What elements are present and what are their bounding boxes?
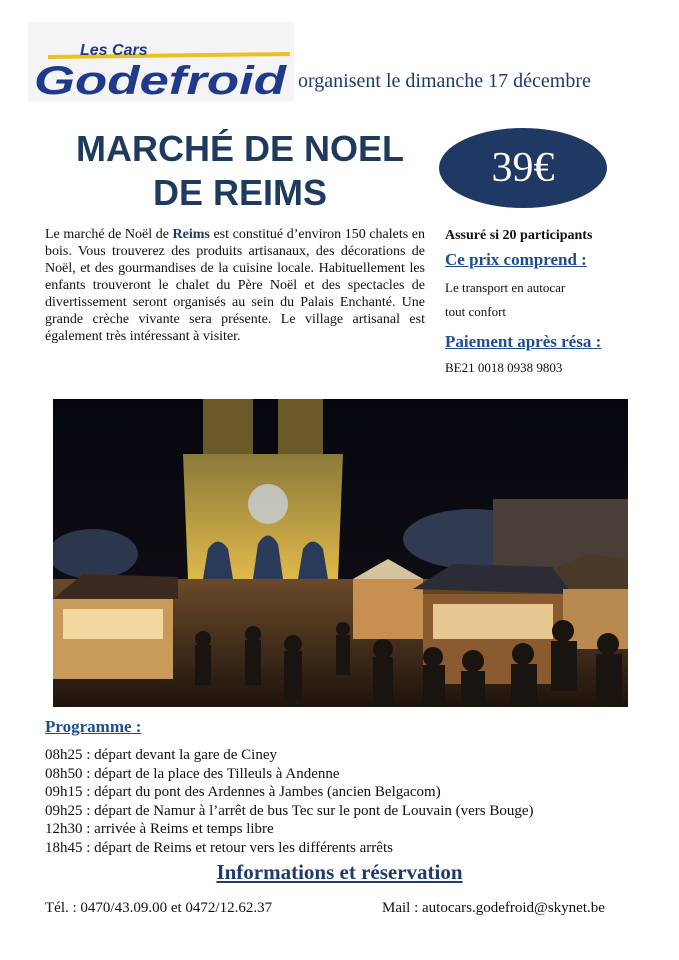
programme-list	[45, 746, 534, 857]
programme-item: 12h30 : arrivée à Reims et temps libre	[45, 821, 274, 837]
programme-item: 08h25 : départ devant la gare de Ciney	[45, 747, 278, 763]
christmas-market-photo	[53, 399, 628, 707]
price-info-column	[445, 228, 645, 376]
title-line1: MARCHÉ DE NOEL	[75, 128, 404, 169]
minimum-participants: Assuré si 20 participants	[445, 228, 593, 243]
info-heading: Informations et réservation	[216, 860, 463, 884]
programme-item: 18h45 : départ de Reims et retour vers les différents arrêts	[45, 839, 393, 856]
title-line2: DE REIMS	[152, 172, 328, 213]
price-badge	[439, 128, 607, 208]
company-logo	[28, 22, 294, 102]
programme-item: 09h15 : départ du pont des Ardennes à Jambes (ancien Belgacom)	[45, 784, 441, 800]
price-value: 39€	[491, 145, 555, 191]
email-address: Mail : autocars.godefroid@skynet.be	[382, 900, 605, 916]
programme-item: 09h25 : départ de Namur à l’arrêt de bus Tec sur le pont de Louvain (vers Bouge)	[45, 802, 534, 819]
event-date-subtitle: organisent le dimanche 17 décembre	[298, 70, 591, 92]
payment-heading: Paiement après résa :	[445, 332, 602, 351]
page-title	[40, 127, 440, 215]
logo-line2: Godefroid	[34, 59, 289, 102]
includes-line2: tout confort	[445, 304, 507, 319]
description	[45, 226, 425, 345]
includes-heading: Ce prix comprend :	[445, 250, 587, 269]
description-after: est constitué d’environ 150 chalets en bois. Vous trouverez des produits artisanaux, des décorations de Noël, et des gourmandises de la cuisine locale. Habituellement les enfants trouveront le chalet du Père Noël et des spectacles de divertissement seront organisés au sein du Palais Enchanté. Une grande crèche vivante sera présente. Le village artisanal est également très intéressant à visiter.	[45, 227, 426, 344]
includes-line1: Le transport en autocar	[445, 280, 566, 295]
iban: BE21 0018 0938 9803	[445, 360, 563, 375]
programme-item: 08h50 : départ de la place des Tilleuls à Andenne	[45, 765, 340, 782]
description-highlight: Reims	[172, 227, 210, 242]
logo-line1: Les Cars	[80, 42, 148, 59]
phone-numbers: Tél. : 0470/43.09.00 et 0472/12.62.37	[45, 900, 273, 916]
programme-heading: Programme :	[45, 717, 142, 736]
description-before: Le marché de Noël de	[45, 227, 173, 242]
